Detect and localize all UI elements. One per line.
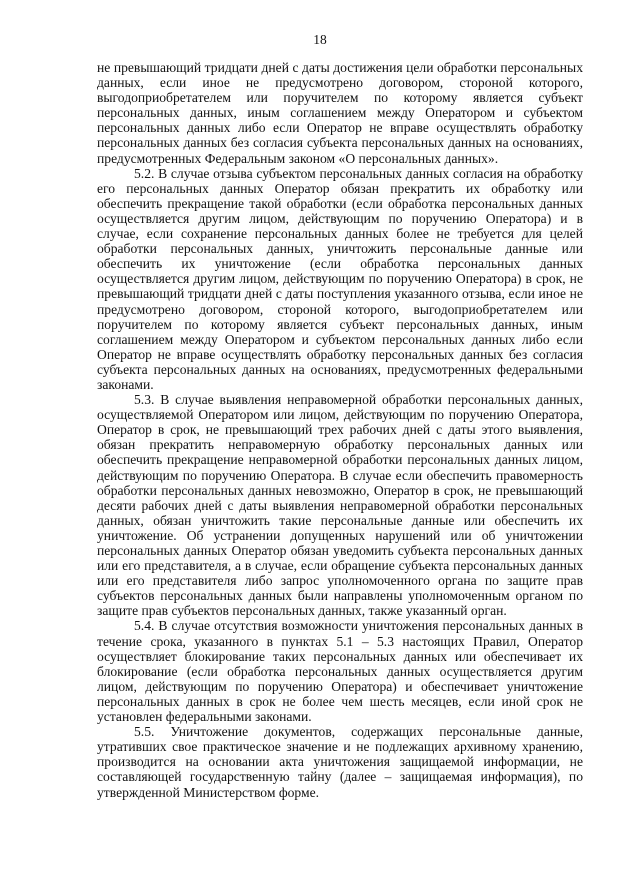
paragraph-5-4: 5.4. В случае отсутствия возможности уничтожения персональных данных в течение срока, указанного в пунктах 5.1 – 5.3 настоящих Правил, Оператор осуществляет блокирование таких персональных данных или обеспечивает их блокирование (если обработка персональных данных осуществляется другим лицом, действующим по поручению Оператора) и обеспечивает уничтожение персональных данных в срок не более чем шесть месяцев, если иной срок не установлен федеральными законами. [97,618,583,725]
paragraph-5-5: 5.5. Уничтожение документов, содержащих персональные данные, утративших свое практическое значение и не подлежащих архивному хранению, производится на основании акта уничтожения защищаемой информации, не составляющей государственную тайну (далее – защищаемая информация), по утвержденной Министерством форме. [97,724,583,800]
paragraph-continuation: не превышающий тридцати дней с даты достижения цели обработки персональных данных, если иное не предусмотрено договором, стороной которого, выгодоприобретателем или поручителем по которому является субъект персональных данных, иным соглашением между Оператором и субъектом персональных данных либо если Оператор не вправе осуществлять обработку персональных данных без согласия субъекта персональных данных на основаниях, предусмотренных Федеральным законом «О персональных данных». [97,60,583,166]
paragraph-5-2: 5.2. В случае отзыва субъектом персональных данных согласия на обработку его персональных данных Оператор обязан прекратить их обработку или обеспечить прекращение такой обработки (если обработка персональных данных осуществляется другим лицом, действующим по поручению Оператора) и в случае, если сохранение персональных данных более не требуется для целей обработки персональных данных, уничтожить персональные данные или обеспечить их уничтожение (если обработка персональных данных осуществляется другим лицом, действующим по поручению Оператора) в срок, не превышающий тридцати дней с даты поступления указанного отзыва, если иное не предусмотрено договором, стороной которого, выгодоприобретателем или поручителем по которому является субъект персональных данных, иным соглашением между Оператором и субъектом персональных данных либо если Оператор не вправе осуществлять обработку персональных данных без согласия субъекта персональных данных на основаниях, предусмотренных федеральными законами. [97,165,583,392]
page-number: 18 [313,32,327,47]
paragraph-5-3: 5.3. В случае выявления неправомерной обработки персональных данных, осуществляемой Оператором или лицом, действующим по поручению Оператора, Оператор в срок, не превышающий трех рабочих дней с даты этого выявления, обязан прекратить неправомерную обработку персональных данных или обеспечить прекращение неправомерной обработки персональных данных лицом, действующим по поручению Оператора. В случае если обеспечить правомерность обработки персональных данных невозможно, Оператор в срок, не превышающий десяти рабочих дней с даты выявления неправомерной обработки персональных данных, обязан уничтожить такие персональные данные или обеспечить их уничтожение. Об устранении допущенных нарушений или об уничтожении персональных данных Оператор обязан уведомить субъекта персональных данных или его представителя, а в случае, если обращение субъекта персональных данных или его представителя либо запрос уполномоченного органа по защите прав субъектов персональных данных были направлены уполномоченным органом по защите прав субъектов персональных данных, также указанный орган. [97,392,583,619]
document-body [97,60,583,800]
